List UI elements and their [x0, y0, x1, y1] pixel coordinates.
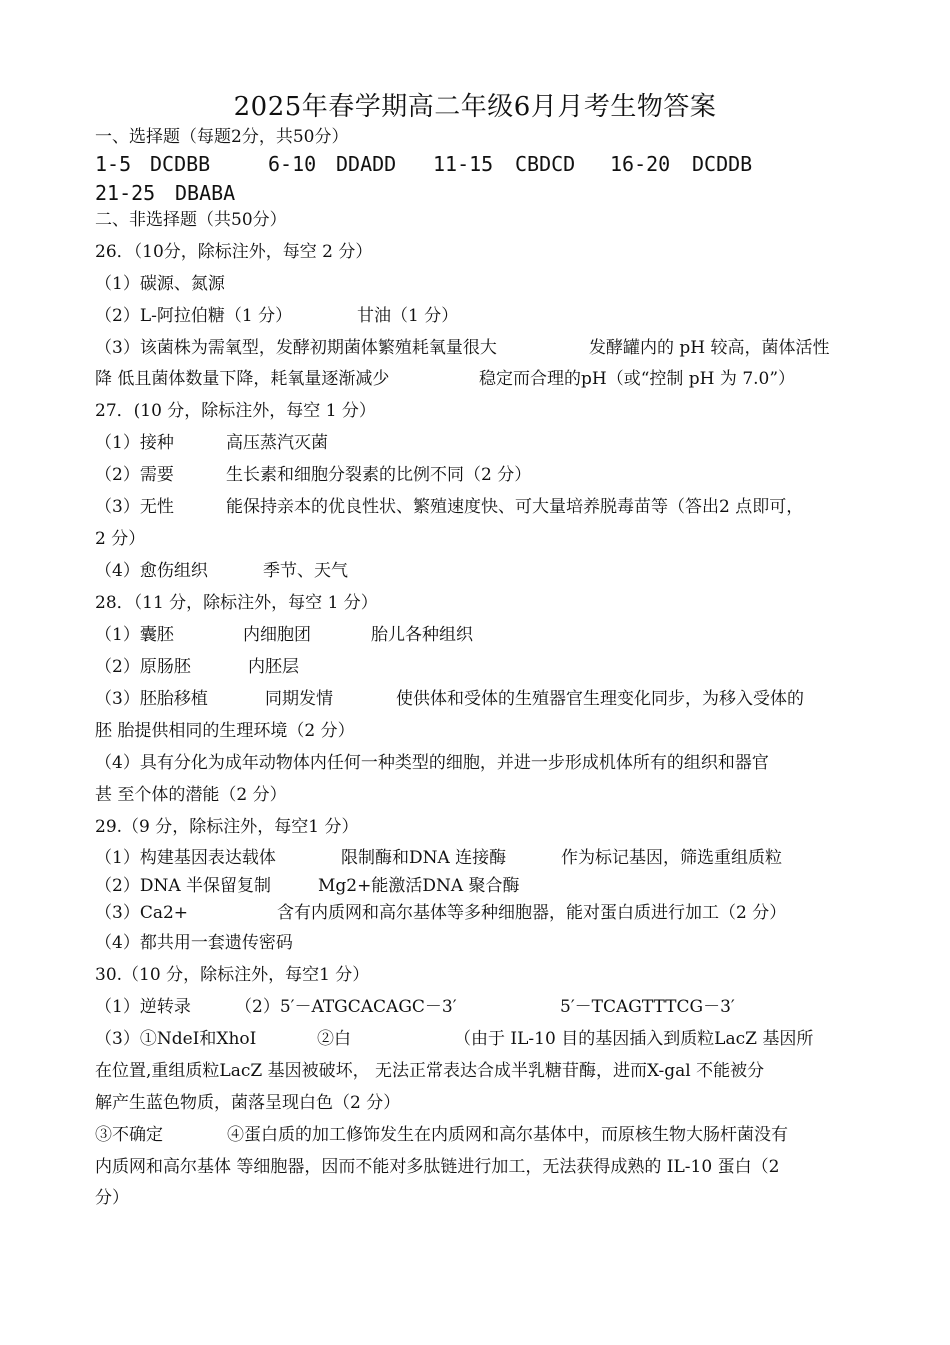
q26-answer-3: [95, 336, 875, 360]
range-4: 16-20: [610, 152, 671, 176]
q29-answer-4: （4）都共用一套遗传密码: [95, 933, 293, 953]
q27-answer-3: [95, 495, 875, 519]
q28-answer-2a: （2）原肠胚: [95, 657, 191, 677]
q28-answer-1a: （1）囊胚: [95, 625, 174, 645]
q29-answer-2a: （2）DNA 半保留复制: [95, 876, 272, 896]
q26-answer-3c: 降 低且菌体数量下降，耗氧量逐渐减少: [95, 369, 390, 389]
q26-answer-2: [95, 304, 875, 328]
q27-answer-3b: 能保持亲本的优良性状、繁殖速度快、可大量培养脱毒苗等（答出2 点即可，: [226, 497, 804, 517]
q29-answer-3a: （3）Ca2+: [95, 903, 189, 923]
q27-answer-1b: 高压蒸汽灭菌: [226, 433, 328, 453]
q29-answer-2b: Mg2+能激活DNA 聚合酶: [318, 876, 520, 896]
q28-answer-1b: 内细胞团: [243, 625, 311, 645]
q27-answer-2: [95, 463, 875, 487]
q30-answer-3-3-4: [95, 1123, 875, 1147]
answers-1: DCDBB: [150, 152, 211, 176]
range-1: 1-5: [95, 152, 132, 176]
q30-answer-3-2: ②白: [317, 1029, 351, 1049]
q27-answer-3-cont: 2 分）: [95, 529, 146, 549]
q30-answer-3-cont-2: 解产生蓝色物质，菌落呈现白色（2 分）: [95, 1093, 401, 1113]
q26-heading: 26．（10分，除标注外，每空 2 分）: [95, 242, 373, 262]
q26-answer-1: （1）碳源、氮源: [95, 274, 225, 294]
q30-answer-1-2: [95, 995, 875, 1019]
q30-answer-3-cont-1: 在位置,重组质粒LacZ 基因被破坏， 无法正常表达合成半乳糖苷酶，进而X-gal 不能被分: [95, 1061, 765, 1081]
q28-answer-3b: 同期发情: [265, 689, 333, 709]
range-5: 21-25: [95, 181, 156, 205]
section-choice-heading: 一、选择题（每题2分，共50分）: [95, 127, 349, 147]
q28-answer-1c: 胎儿各种组织: [371, 625, 473, 645]
q27-answer-4b: 季节、天气: [263, 561, 348, 581]
range-3: 11-15: [433, 152, 494, 176]
q30-answer-3-1: （3）①NdeⅠ和XhoⅠ: [95, 1029, 257, 1049]
q28-answer-4-cont: 甚 至个体的潜能（2 分）: [95, 785, 287, 805]
q30-answer-2a: （2）5′－ATGCACAGC－3′: [235, 997, 457, 1017]
q29-answer-1b: 限制酶和DNA 连接酶: [341, 848, 507, 868]
answers-4: DCDDB: [692, 152, 753, 176]
q28-answer-2: [95, 655, 875, 679]
q30-answer-2b: 5′－TCAGTTTCG－3′: [560, 997, 735, 1017]
q28-answer-4: （4）具有分化为成年动物体内任何一种类型的细胞，并进一步形成机体所有的组织和器官: [95, 753, 769, 773]
section-nonchoice-heading: 二、非选择题（共50分）: [95, 210, 287, 230]
q29-answer-2: [95, 874, 875, 898]
q27-answer-2b: 生长素和细胞分裂素的比例不同（2 分）: [226, 465, 532, 485]
answers-2: DDADD: [336, 152, 397, 176]
q27-answer-2a: （2）需要: [95, 465, 174, 485]
q28-answer-3a: （3）胚胎移植: [95, 689, 208, 709]
answers-5: DBABA: [175, 181, 236, 205]
q28-answer-3c: 使供体和受体的生殖器官生理变化同步，为移入受体的: [396, 689, 804, 709]
q27-answer-4a: （4）愈伤组织: [95, 561, 208, 581]
q29-answer-1: [95, 846, 875, 870]
q26-answer-2b: 甘油（1 分）: [357, 306, 459, 326]
q28-heading: 28．（11 分，除标注外，每空 1 分）: [95, 593, 378, 613]
q30-answer-3-2-reason: （由于 IL-10 目的基因插入到质粒LacZ 基因所: [454, 1029, 814, 1049]
range-2: 6-10: [268, 152, 317, 176]
q30-answer-1: （1）逆转录: [95, 997, 191, 1017]
q29-answer-3: [95, 901, 875, 925]
q30-heading: 30.（10 分，除标注外，每空1 分）: [95, 965, 370, 985]
q30-answer-3-4-cont: 内质网和高尔基体 等细胞器，因而不能对多肽链进行加工，无法获得成熟的 IL-10 蛋白（2: [95, 1157, 780, 1177]
q27-answer-3a: （3）无性: [95, 497, 174, 517]
q27-heading: 27．(10 分，除标注外，每空 1 分）: [95, 401, 376, 421]
q27-answer-4: [95, 559, 875, 583]
q26-answer-3b: 发酵罐内的 pH 较高，菌体活性: [589, 338, 830, 358]
page-title: 2025年春学期高二年级6月月考生物答案: [233, 92, 717, 122]
q28-answer-1: [95, 623, 875, 647]
choice-answers-row-1: [95, 152, 875, 176]
q28-answer-2b: 内胚层: [248, 657, 299, 677]
choice-answers-row-2: [95, 181, 875, 205]
q29-answer-1a: （1）构建基因表达载体: [95, 848, 276, 868]
q28-answer-3-cont: 胚 胎提供相同的生理环境（2 分）: [95, 721, 355, 741]
q26-answer-3a: （3）该菌株为需氧型，发酵初期菌体繁殖耗氧量很大: [95, 338, 497, 358]
q29-heading: 29.（9 分，除标注外，每空1 分）: [95, 817, 359, 837]
q30-answer-3-3: ③不确定: [95, 1125, 163, 1145]
q28-answer-3: [95, 687, 875, 711]
q30-answer-3: [95, 1027, 875, 1051]
q27-answer-1a: （1）接种: [95, 433, 174, 453]
q26-answer-3-cont: [95, 367, 875, 391]
answers-3: CBDCD: [515, 152, 576, 176]
q29-answer-1c: 作为标记基因，筛选重组质粒: [561, 848, 782, 868]
q30-answer-3-4-end: 分）: [95, 1188, 129, 1208]
q26-answer-3d: 稳定而合理的pH（或“控制 pH 为 7.0”）: [479, 369, 796, 389]
q30-answer-3-4: ④蛋白质的加工修饰发生在内质网和高尔基体中，而原核生物大肠杆菌没有: [227, 1125, 788, 1145]
q29-answer-3b: 含有内质网和高尔基体等多种细胞器，能对蛋白质进行加工（2 分）: [277, 903, 787, 923]
q26-answer-2a: （2）L-阿拉伯糖（1 分）: [95, 306, 293, 326]
q27-answer-1: [95, 431, 875, 455]
